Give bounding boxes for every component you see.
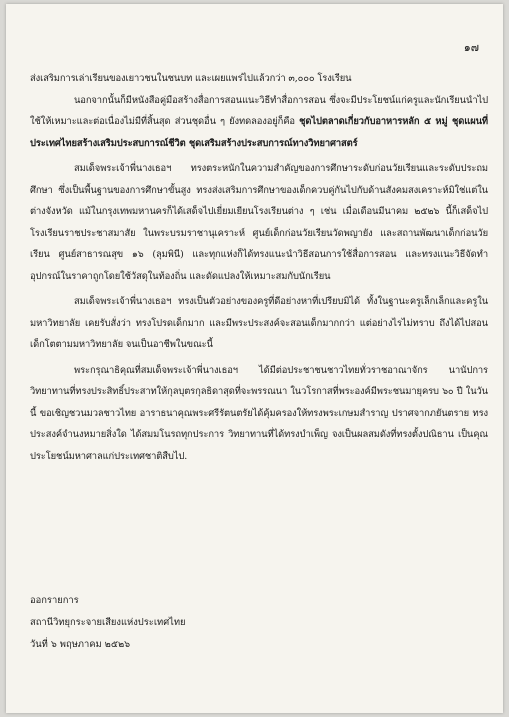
- page-number: ๑๗: [463, 41, 479, 54]
- paragraph-2: [30, 90, 488, 155]
- paragraph-5: พระกรุณาธิคุณที่สมเด็จพระเจ้าพี่นางเธอฯ ได้มีต่อประชาชนชาวไทยทั่วราชอาณาจักร นานัปการ วิทยาทานที่ทรงประสิทธิ์ประสาทให้กุลบุตรกุลธิดาสุดที่จะพรรณนา ในวโรกาสที่พระองค์มีพระชนมายุครบ ๖๐ ปี ในวันนี้ ขอเชิญชวนมวลชาวไทย อาราธนาคุณพระศรีรัตนตรัยได้คุ้มครองให้ทรงพระเกษมสำราญ ปราศจากภยันตราย ทรงประสงค์จำนงหมายสิ่งใด ได้สมมโนรถทุกประการ วิทยาทานที่ได้ทรงบำเพ็ญ จงเป็นผลสมดังที่ทรงตั้งปณิธาน เป็นคุณประโยชน์มหาศาลแก่ประเทศชาติสืบไป.: [30, 364, 488, 462]
- body-text: [30, 68, 488, 467]
- paragraph-2-text: นอกจากนั้นก็มีหนังสือคู่มือสร้างสื่อการสอนแนะวิธีทำสื่อการสอน ซึ่งจะมีประโยชน์แก่ครูและนักเรียนนำไปใช้ให้เหมาะและต่อเนื่องไม่มีที่สิ้นสุด ส่วนชุดอื่น ๆ ยังทดลองอยู่ก็คือ: [30, 94, 488, 127]
- document-page: [6, 4, 503, 713]
- paragraph-1: ส่งเสริมการเล่าเรียนของเยาวชนในชนบท และเผยแพร่ไปแล้วกว่า ๓,๐๐๐ โรงเรียน: [30, 73, 352, 84]
- signature-date: วันที่ ๖ พฤษภาคม ๒๕๒๖: [30, 639, 131, 650]
- paragraph-2-bold-series: ชุดไปตลาดเกี่ยวกับอาหารหลัก ๕ หมู่ ชุดแผนที่ประเทศไทยสร้างเสริมประสบการณ์ชีวิต ชุดเสริมสร้างประสบการณ์ทางวิทยาศาสตร์: [30, 116, 489, 149]
- signature-station: สถานีวิทยุกระจายเสียงแห่งประเทศไทย: [30, 617, 186, 628]
- paragraph-3: สมเด็จพระเจ้าพี่นางเธอฯ ทรงตระหนักในความสำคัญของการศึกษาระดับก่อนวัยเรียนและระดับประถมศึกษา ซึ่งเป็นพื้นฐานของการศึกษาขั้นสูง ทรงส่งเสริมการศึกษาของเด็กควบคู่กันไปกับด้านสังคมสงเคราะห์มิใช่แต่ในต่างจังหวัด แม้ในกรุงเทพมหานครก็ได้เสด็จไปเยี่ยมเยียนโรงเรียนต่าง ๆ เช่น เมื่อเดือนมีนาคม ๒๕๒๖ นี้ก็เสด็จไปโรงเรียนราชประชาสมาสัย ในพระบรมราชานุเคราะห์ ศูนย์เด็กก่อนวัยเรียนวัดพญายัง และสถานพัฒนาเด็กก่อนวัยเรียน ศูนย์สาธารณสุข ๑๖ (ลุมพินี) และทุกแห่งก็ได้ทรงแนะนำวิธีสอนการใช้สื่อการสอน และทรงแนะวิธีจัดทำอุปกรณ์ในราคาถูกโดยใช้วัสดุในท้องถิ่น และดัดแปลงให้เหมาะสมกับนักเรียน: [30, 163, 488, 282]
- paragraph-4: สมเด็จพระเจ้าพี่นางเธอฯ ทรงเป็นตัวอย่างของครูที่ดีอย่างหาที่เปรียบมิได้ ทั้งในฐานะครูเล็กเล็กและครูในมหาวิทยาลัย เคยรับสั่งว่า ทรงโปรดเด็กมาก และมีพระประสงค์จะสอนเด็กมากกว่า แต่อย่างไรไม่ทราบ ถึงได้ไปสอนเด็กโตตามมหาวิทยาลัย จนเป็นอาชีพในขณะนี้: [30, 296, 488, 350]
- signature-author: ออกรายการ: [30, 595, 79, 606]
- signature-block: [30, 590, 186, 656]
